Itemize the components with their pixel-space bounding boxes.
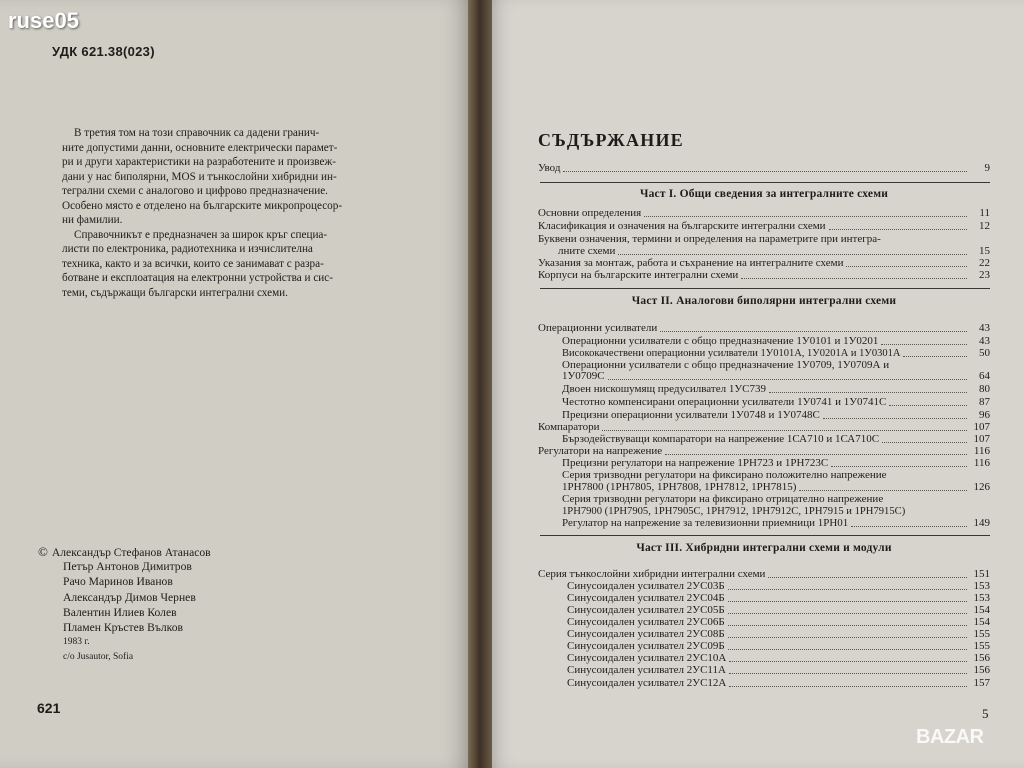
publisher-agency: c/o Jusautor, Sofia — [63, 652, 134, 663]
toc-entry: Серия тънкослойни хибридни интегрални схеми 151 — [538, 568, 990, 580]
toc-entry: Честотно компенсирани операционни усилватели 1У0741 и 1У0741С 87 — [562, 396, 990, 408]
part-heading: Част I. Общи сведения за интегралните схеми — [639, 188, 889, 200]
toc-entry: Увод 9 — [538, 162, 990, 174]
abstract-line: дани у нас биполярни, MOS и тънкослойни хибридни ин- — [62, 170, 337, 183]
copyright-year: 1983 г. — [63, 637, 90, 648]
toc-entry: 1РН7800 (1РН7805, 1РН7808, 1РН7812, 1РН7815) 126 — [562, 481, 990, 493]
toc-entry: Операционни усилватели с общо предназначение 1У0101 и 1У0201 43 — [562, 335, 990, 347]
seller-watermark: ruse05 — [8, 8, 79, 33]
bazar-logo: BAZAR — [916, 726, 984, 748]
toc-entry: Синусоидален усилвател 2УС03Б 153 — [567, 580, 990, 592]
abstract-line: ботване и експлоатация на електронни устройства и сис- — [62, 272, 333, 284]
toc-entry: Класификация и означения на българските интегрални схеми 12 — [538, 220, 990, 232]
toc-entry: Синусоидален усилвател 2УС10А 156 — [567, 652, 990, 664]
toc-entry: Корпуси на българските интегрални схеми 23 — [538, 269, 990, 281]
abstract-line: ни фамилии. — [62, 214, 123, 226]
separator-rule — [540, 288, 990, 289]
toc-entry: Висококачествени операционни усилватели 1У0101А, 1У0201А и 1У0301А 50 — [562, 347, 990, 359]
toc-entry: Прецизни операционни усилватели 1У0748 и 1У0748С 96 — [562, 409, 990, 421]
toc-title: СЪДЪРЖАНИЕ — [538, 130, 684, 150]
toc-entry: Синусоидален усилвател 2УС09Б 155 — [567, 640, 990, 652]
abstract-line: ри и други характеристики на разработените и произвеж- — [62, 156, 336, 168]
separator-rule — [540, 535, 990, 536]
page-number-left: 621 — [37, 700, 61, 716]
part-heading: Част II. Аналогови биполярни интегрални схеми — [631, 295, 897, 307]
toc-entry: Синусоидален усилвател 2УС04Б 153 — [567, 592, 990, 604]
abstract-text — [62, 126, 397, 300]
toc-entry: Прецизни регулатори на напрежение 1РН723 и 1РН723С 116 — [562, 457, 990, 469]
abstract-line: Особено място е отделено на българските микропроцесор- — [62, 199, 343, 212]
toc-entry: Двоен нискошумящ предусилвател 1УС739 80 — [562, 383, 990, 395]
author-name: Рачо Маринов Иванов — [63, 575, 173, 589]
toc-entry: 1РН7900 (1РН7905, 1РН7905С, 1РН7912, 1РН7912С, 1РН7915 и 1РН7915С) — [562, 506, 906, 517]
toc-entry: Указания за монтаж, работа и съхранение на интегралните схеми 22 — [538, 257, 990, 269]
page-number-right: 5 — [982, 706, 989, 721]
toc-entry: 1У0709С 64 — [562, 370, 990, 382]
separator-rule — [540, 182, 990, 183]
toc-entry: Синусоидален усилвател 2УС08Б 155 — [567, 628, 990, 640]
abstract-line: Справочникът е предназначен за широк кръг специа- — [74, 228, 328, 241]
abstract-line: техника, както и за всички, които се занимават с разра- — [62, 257, 324, 270]
toc-entry: Операционни усилватели 43 — [538, 322, 990, 334]
copyright-block — [38, 544, 211, 666]
toc-entry: Основни определения 11 — [538, 207, 990, 219]
toc-entry: Синусоидален усилвател 2УС12А 157 — [567, 677, 990, 689]
toc-entry: лните схеми 15 — [558, 245, 990, 257]
abstract-line: листи по електроника, радиотехника и изчислителна — [62, 243, 313, 255]
abstract-line: В третия том на този справочник са дадени гранич- — [74, 127, 320, 139]
toc-entry: Компаратори 107 — [538, 421, 990, 433]
toc-entry: Буквени означения, термини и определения на параметрите при интегра- — [538, 233, 881, 245]
toc-entry: Бързодействуващи компаратори на напрежение 1СА710 и 1СА710С 107 — [562, 433, 990, 445]
toc-entry: Регулатор на напрежение за телевизионни приемници 1РН01 149 — [562, 517, 990, 529]
book-gutter — [468, 0, 492, 768]
author-name: Петър Антонов Димитров — [63, 560, 192, 574]
abstract-line: ните допустими данни, основните електрически парамет- — [62, 141, 338, 154]
author-name: Валентин Илиев Колев — [63, 605, 177, 619]
author-name: Александър Стефанов Атанасов — [51, 546, 211, 559]
abstract-line: теми, съдържащи български интегрални схеми. — [62, 286, 288, 299]
author-name: Пламен Кръстев Вълков — [63, 620, 183, 634]
copyright-symbol: © — [38, 544, 48, 559]
author-name: Александър Димов Чернев — [63, 590, 196, 604]
toc-entry: Синусоидален усилвател 2УС06Б 154 — [567, 616, 990, 628]
toc-entry: Синусоидален усилвател 2УС05Б 154 — [567, 604, 990, 616]
toc-entry: Регулатори на напрежение 116 — [538, 445, 990, 457]
abstract-line: тегрални схеми с аналогово и цифрово предназначение. — [62, 185, 328, 197]
udc-code: УДК 621.38(023) — [52, 44, 155, 59]
part-heading: Част III. Хибридни интегрални схеми и модули — [636, 542, 892, 554]
toc-entry: Операционни усилватели с общо предназначение 1У0709, 1У0709А и — [562, 359, 890, 371]
toc-entry: Синусоидален усилвател 2УС11А 156 — [567, 664, 990, 676]
toc-entry: Серия тризводни регулатори на фиксирано отрицателно напрежение — [562, 493, 884, 505]
toc-entry: Серия тризводни регулатори на фиксирано положително напрежение — [562, 469, 887, 481]
